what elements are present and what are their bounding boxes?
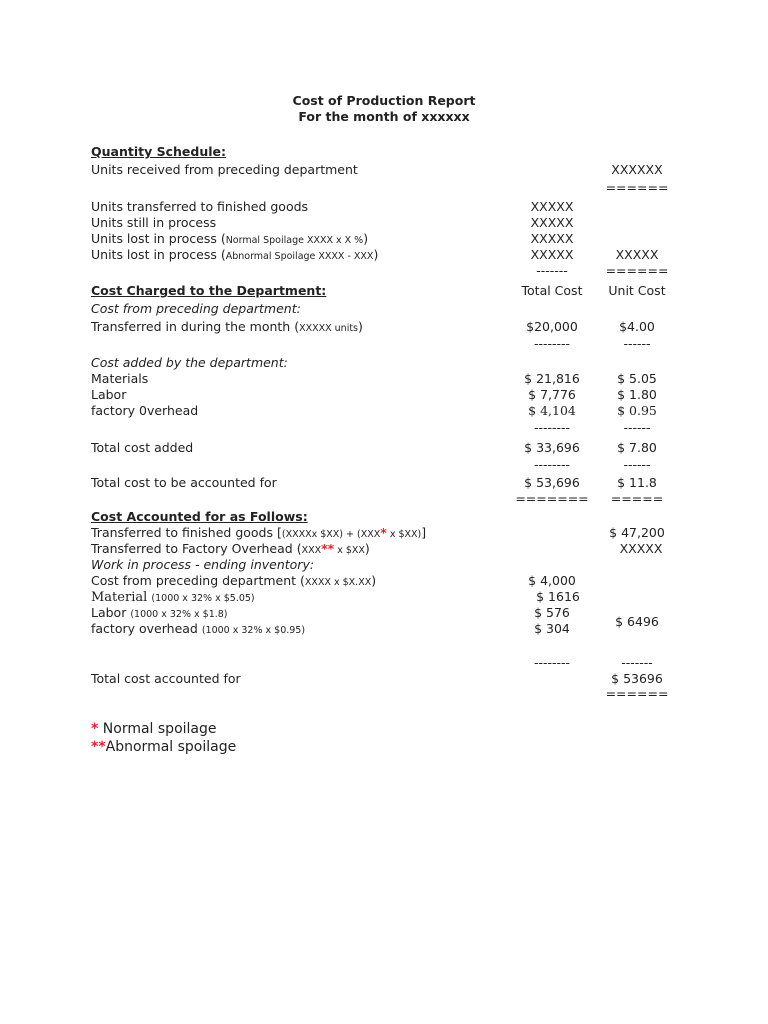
rule-a-total: --------	[533, 336, 571, 351]
wip-overhead-row: factory overhead (1000 x 32% x $0.95)	[91, 621, 306, 636]
factory-overhead-unit: XXXXX	[619, 541, 663, 556]
rule-c-total: --------	[533, 457, 571, 472]
rule-c-unit: ------	[623, 457, 651, 472]
wip-preceding-row: Cost from preceding department (XXXX x $X.XX)	[91, 573, 377, 588]
transferred-in-unit: $4.00	[619, 319, 655, 334]
cost-from-preceding-heading: Cost from preceding department:	[91, 301, 301, 316]
labor-total: $ 7,776	[528, 387, 576, 402]
total-added-unit: $ 7.80	[617, 440, 657, 455]
units-received-value: XXXXXX	[611, 162, 663, 177]
rule-b-total: --------	[533, 420, 571, 435]
to-account-label: Total cost to be accounted for	[91, 475, 277, 490]
materials-total: $ 21,816	[524, 371, 580, 386]
report-subtitle: For the month of xxxxxx	[298, 109, 470, 124]
units-transferred-label: Units transferred to finished goods	[91, 199, 309, 214]
finished-goods-row: Transferred to finished goods [(XXXXx $XX) + (XXX* x $XX)]	[91, 525, 427, 540]
column-unit-cost: Unit Cost	[608, 283, 666, 298]
quantity-schedule-heading: Quantity Schedule:	[91, 144, 226, 159]
units-received-rule: ======	[605, 180, 669, 195]
wip-labor-row: Labor (1000 x 32% x $1.8)	[91, 605, 228, 620]
total-added-label: Total cost added	[91, 440, 194, 455]
cost-accounted-heading: Cost Accounted for as Follows:	[91, 509, 308, 524]
wip-material-row: Material (1000 x 32% x $5.05)	[91, 590, 255, 605]
normal-spoilage-star: *	[380, 525, 387, 540]
overhead-label: factory 0verhead	[91, 403, 199, 418]
rule-b-unit: ------	[623, 420, 651, 435]
units-lost-abnormal-row: Units lost in process (Abnormal Spoilage XXXX - XXX)	[91, 247, 379, 262]
units-lost-normal-value: XXXXX	[530, 231, 574, 246]
abnormal-spoilage-star: **	[321, 541, 335, 556]
units-still-value: XXXXX	[530, 215, 574, 230]
materials-label: Materials	[91, 371, 149, 386]
cost-added-heading: Cost added by the department:	[91, 355, 288, 370]
cost-charged-heading: Cost Charged to the Department:	[91, 283, 327, 298]
transferred-in-total: $20,000	[526, 319, 578, 334]
finished-goods-unit: $ 47,200	[609, 525, 665, 540]
units-received-label: Units received from preceding department	[91, 162, 358, 177]
units-transferred-value: XXXXX	[530, 199, 574, 214]
units-still-label: Units still in process	[91, 215, 217, 230]
to-account-total: $ 53,696	[524, 475, 580, 490]
total-added-total: $ 33,696	[524, 440, 580, 455]
accounted-label: Total cost accounted for	[91, 671, 241, 686]
materials-unit: $ 5.05	[617, 371, 657, 386]
report-title: Cost of Production Report	[292, 93, 476, 108]
to-account-unit: $ 11.8	[617, 475, 657, 490]
wip-overhead-total: $ 304	[534, 621, 570, 636]
units-lost-abnormal-unit: XXXXX	[615, 247, 659, 262]
units-lost-normal-row: Units lost in process (Normal Spoilage XXXX x X %)	[91, 231, 369, 246]
rule-e-unit: -------	[621, 655, 653, 670]
rule-e-total: --------	[533, 655, 571, 670]
labor-label: Labor	[91, 387, 127, 402]
wip-labor-total: $ 576	[534, 605, 570, 620]
wip-heading: Work in process - ending inventory:	[91, 557, 315, 572]
labor-unit: $ 1.80	[617, 387, 657, 402]
rule-d-total: =======	[515, 491, 589, 506]
units-lost-abnormal-value: XXXXX	[530, 247, 574, 262]
rule-a-unit: ------	[623, 336, 651, 351]
overhead-unit: $ 0.95	[617, 403, 657, 418]
quantity-rule-total: -------	[536, 263, 568, 278]
wip-material-total: $ 1616	[536, 589, 580, 604]
footnote-abnormal: **Abnormal spoilage	[91, 739, 237, 755]
factory-overhead-row: Transferred to Factory Overhead (XXX** x $XX)	[91, 541, 370, 556]
accounted-unit: $ 53696	[611, 671, 663, 686]
wip-preceding-total: $ 4,000	[528, 573, 576, 588]
footnote-normal: * Normal spoilage	[91, 721, 217, 737]
transferred-in-row: Transferred in during the month (XXXXX units)	[91, 319, 363, 334]
rule-d-unit: =====	[610, 491, 664, 506]
rule-f-unit: ======	[605, 686, 669, 701]
wip-unit-total: $ 6496	[615, 614, 659, 629]
column-total-cost: Total Cost	[521, 283, 583, 298]
overhead-total: $ 4,104	[528, 403, 576, 418]
quantity-rule-unit: ======	[605, 263, 669, 278]
